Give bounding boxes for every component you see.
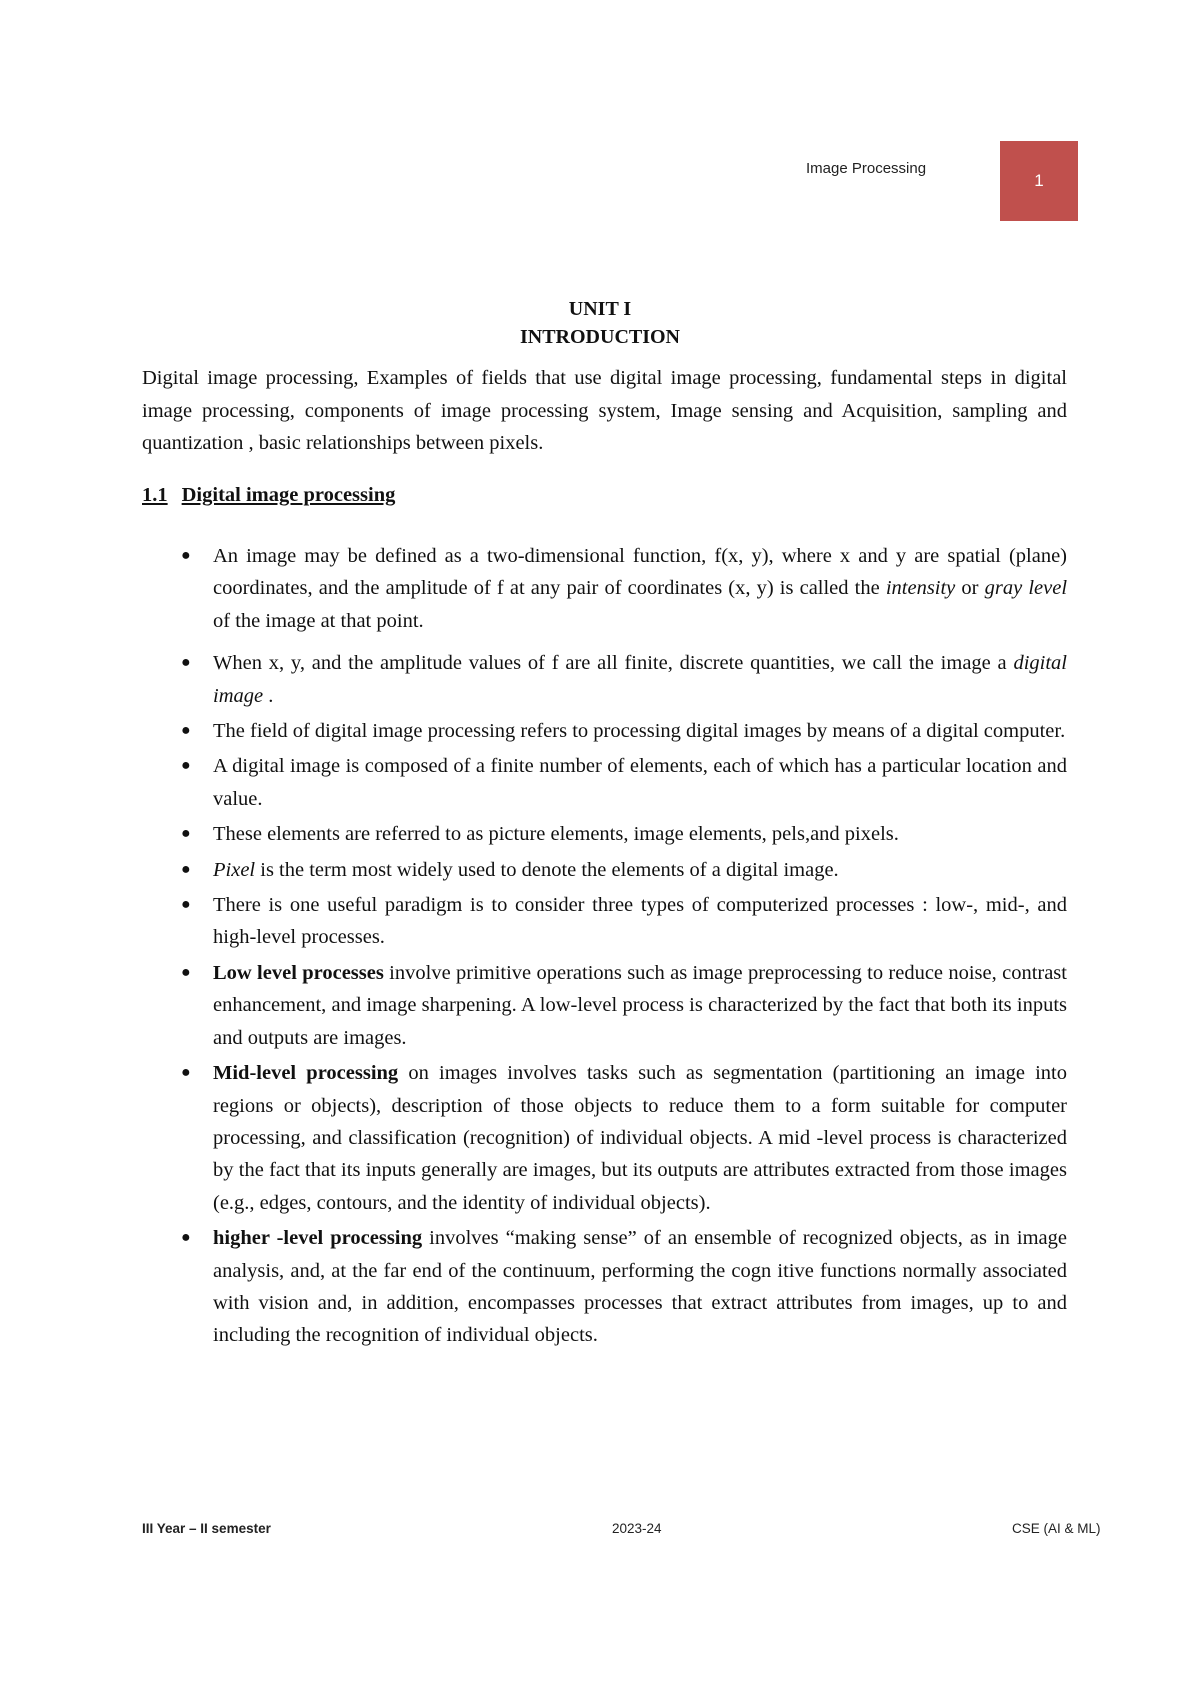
list-item: ● There is one useful paradigm is to consider three types of computerized processes : low-, mid-, and high-level processes. xyxy=(142,889,1067,954)
unit-heading: UNIT I xyxy=(568,298,632,320)
footer-year: 2023-24 xyxy=(612,1521,662,1536)
list-item: ● Pixel is the term most widely used to denote the elements of a digital image. xyxy=(142,854,1067,886)
unit-subheading: INTRODUCTION xyxy=(519,326,681,348)
list-item: ● When x, y, and the amplitude values of f are all finite, discrete quantities, we call the image a digital image . xyxy=(142,647,1067,712)
bullet-list xyxy=(142,540,1067,1355)
bullet-icon: ● xyxy=(181,722,191,740)
section-number: 1.1 xyxy=(142,484,168,506)
section-heading xyxy=(142,484,395,507)
footer-semester: III Year – II semester xyxy=(142,1521,271,1536)
bullet-icon: ● xyxy=(181,547,191,564)
list-item: ● The field of digital image processing refers to processing digital images by means of a digital computer. xyxy=(142,715,1067,747)
bullet-icon: ● xyxy=(181,757,191,775)
bullet-icon: ● xyxy=(181,963,191,981)
list-item: ● A digital image is composed of a finite number of elements, each of which has a particular location and value. xyxy=(142,750,1067,815)
bullet-icon: ● xyxy=(181,896,191,914)
page-number: 1 xyxy=(1034,171,1044,190)
footer-department: CSE (AI & ML) xyxy=(1012,1521,1101,1536)
list-item: ● These elements are referred to as picture elements, image elements, pels,and pixels. xyxy=(142,818,1067,850)
syllabus-paragraph: Digital image processing, Examples of fields that use digital image processing, fundamental steps in digital image processing, components of image processing system, Image sensing and Acquisition, sampling and quantization , basic relationships between pixels. xyxy=(142,367,1067,454)
list-item: ● An image may be defined as a two-dimensional function, f(x, y), where x and y are spatial (plane) coordinates, and the amplitude of f at any pair of coordinates (x, y) is called the intensity or gray level of the image at that point. xyxy=(142,540,1067,637)
list-item: ● Mid-level processing on images involves tasks such as segmentation (partitioning an image into regions or objects), description of those objects to reduce them to a form suitable for computer processing, and classification (recognition) of individual objects. A mid -level process is characterized by the fact that its inputs generally are images, but its outputs are attributes extracted from those images (e.g., edges, contours, and the identity of individual objects). xyxy=(142,1057,1067,1219)
bullet-icon: ● xyxy=(181,1229,191,1247)
section-title: Digital image processing xyxy=(181,484,396,506)
page-number-badge xyxy=(1000,141,1078,221)
bullet-icon: ● xyxy=(181,825,191,843)
bullet-icon: ● xyxy=(181,654,191,672)
list-item: ● higher -level processing involves “making sense” of an ensemble of recognized objects, as in image analysis, and, at the far end of the continuum, performing the cogn itive functions normally associated with vision and, in addition, encompasses processes that extract attributes from images, up to and including the recognition of individual objects. xyxy=(142,1222,1067,1352)
bullet-icon: ● xyxy=(181,1064,191,1082)
header-title: Image Processing xyxy=(806,160,927,177)
bullet-icon: ● xyxy=(181,860,191,878)
list-item: ● Low level processes involve primitive operations such as image preprocessing to reduce noise, contrast enhancement, and image sharpening. A low-level process is characterized by the fact that both its inputs and outputs are images. xyxy=(142,957,1067,1054)
